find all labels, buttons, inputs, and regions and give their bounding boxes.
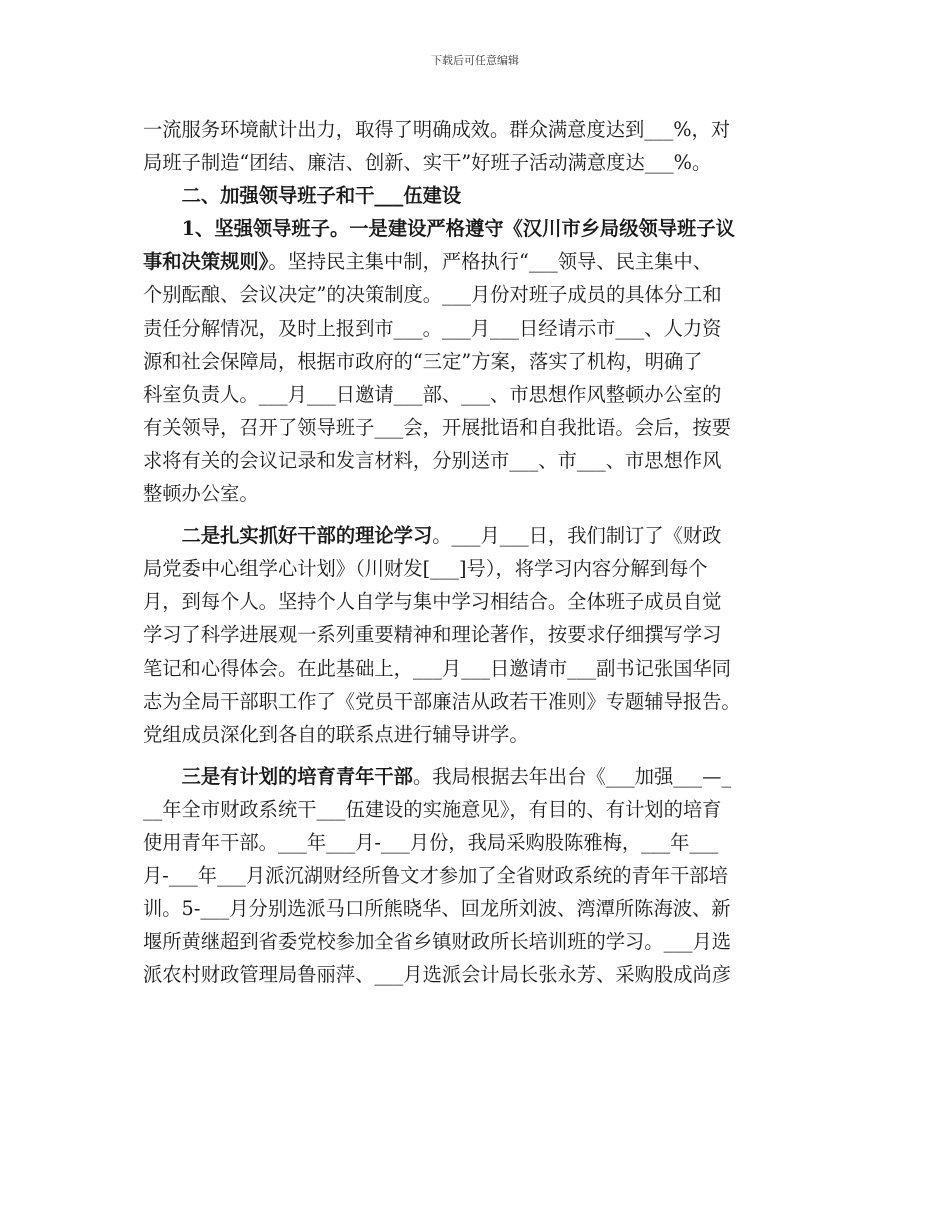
text-line	[143, 444, 815, 477]
text-line	[143, 278, 815, 311]
line-text: 月-___年___月派沉湖财经所鲁文才参加了全省财政系统的青年干部培	[143, 864, 728, 888]
text-line	[143, 925, 815, 958]
text-line	[143, 958, 815, 991]
line-text: 整顿办公室。	[143, 482, 259, 506]
bold-lead-text: 二、加强领导班子和干___伍建设	[181, 184, 462, 208]
text-line	[143, 477, 815, 510]
line-text: 堰所黄继超到省委党校参加全省乡镇财政所长培训班的学习。___月选	[143, 930, 732, 954]
text-line	[143, 585, 815, 618]
line-text: 责任分解情况，及时上报到市___。___月___日经请示市___、人力资	[143, 316, 722, 340]
text-line	[143, 245, 815, 278]
bold-lead-text: 事和决策规则》	[143, 250, 269, 274]
text-line	[143, 179, 815, 212]
line-text: 训。5-___月分别选派马口所熊晓华、回龙所刘波、湾潭所陈海波、新	[143, 897, 731, 921]
text-line	[143, 826, 815, 859]
line-text: 。___月___日，我们制订了《财政	[432, 524, 722, 548]
line-text: 志为全局干部职工作了《党员干部廉洁从政若干准则》专题辅导报告。	[143, 689, 741, 713]
text-line	[143, 519, 815, 552]
line-text: 党组成员深化到各自的联系点进行辅导讲学。	[143, 722, 529, 746]
text-line	[143, 760, 815, 793]
line-text: __年全市财政系统干___伍建设的实施意见》，有目的、有计划的培育	[143, 797, 722, 821]
bold-lead-text: 三是有计划的培育青年干部	[181, 764, 413, 788]
bold-lead-text: 二是扎实抓好干部的理论学习	[181, 524, 433, 548]
line-text: 。我局根据去年出台《___加强___—_	[412, 764, 732, 788]
line-text: 使用青年干部。___年___月-___月份，我局采购股陈雅梅，___年___	[143, 830, 719, 854]
text-line	[143, 378, 815, 411]
line-text: 派农村财政管理局鲁丽萍、___月选派会计局长张永芳、采购股成尚彦	[143, 963, 732, 987]
line-text: 个别酝酿、会议决定”的决策制度。___月份对班子成员的具体分工和	[143, 283, 722, 307]
line-text: 一流服务环境献计出力，取得了明确成效。群众满意度达到___%，对	[143, 118, 731, 141]
text-line	[143, 345, 815, 378]
line-text: 有关领导，召开了领导班子___会，开展批语和自我批语。会后，按要	[143, 415, 732, 439]
line-text: 局班子制造“团结、廉洁、创新、实干”好班子活动满意度达___%。	[143, 151, 712, 175]
text-line	[143, 892, 815, 925]
bold-lead-text: 1、坚强领导班子。一是建设严格遵守《汉川市乡局级领导班子议	[181, 217, 735, 241]
text-line	[143, 113, 815, 146]
text-line	[143, 212, 815, 245]
text-line	[143, 652, 815, 685]
paragraph-gap	[143, 751, 815, 760]
line-text: 局党委中心组学心计划》（川财发[___]号），将学习内容分解到每个	[143, 557, 708, 581]
line-text: 学习了科学进展观一系列重要精神和理论著作，按要求仔细撰写学习	[143, 623, 722, 647]
document-body	[143, 113, 815, 991]
line-text: 笔记和心得体会。在此基础上，___月___日邀请市___副书记张国华同	[143, 656, 732, 680]
paragraph-gap	[143, 510, 815, 519]
text-line	[143, 685, 815, 718]
line-text: 月，到每个人。坚持个人自学与集中学习相结合。全体班子成员自觉	[143, 590, 722, 614]
line-text: 源和社会保障局，根据市政府的“三定”方案，落实了机构，明确了	[143, 349, 703, 373]
text-line	[143, 552, 815, 585]
text-line	[143, 411, 815, 444]
page-header: 下载后可任意编辑	[431, 54, 519, 67]
text-line	[143, 718, 815, 751]
text-line	[143, 146, 815, 179]
line-text: 求将有关的会议记录和发言材料，分别送市___、市___、市思想作风	[143, 448, 722, 472]
text-line	[143, 312, 815, 345]
text-line	[143, 793, 815, 826]
text-line	[143, 859, 815, 892]
text-line	[143, 618, 815, 651]
line-text: 科室负责人。___月___日邀请___部、___、市思想作风整顿办公室的	[143, 382, 722, 406]
line-text: 。坚持民主集中制，严格执行“___领导、民主集中、	[268, 250, 713, 274]
